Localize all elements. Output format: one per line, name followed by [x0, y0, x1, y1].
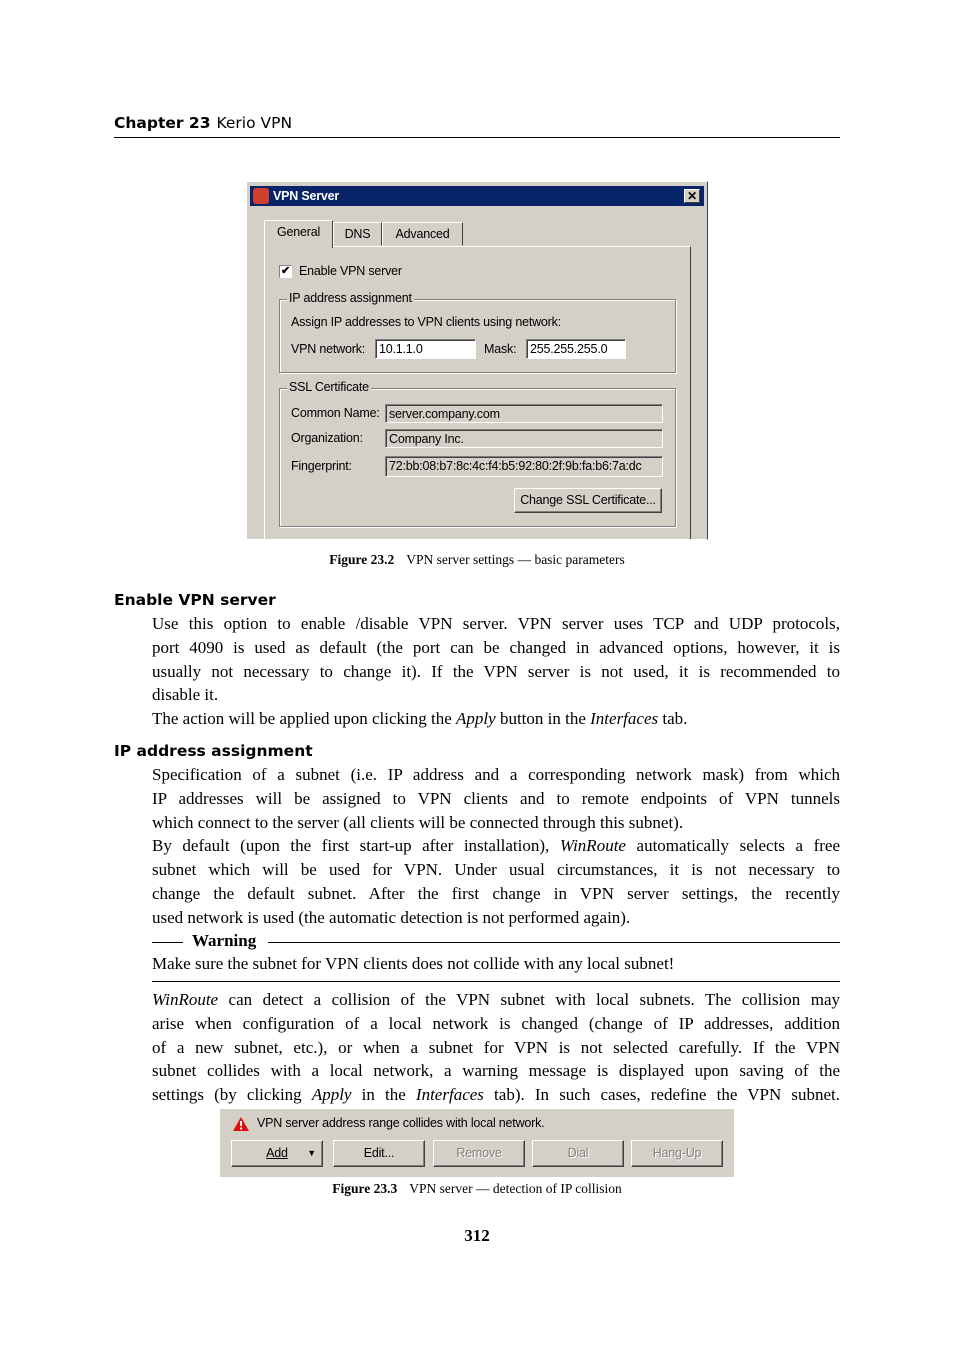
- text-line: [152, 1012, 840, 1036]
- emphasized-text: WinRoute: [559, 836, 626, 856]
- emphasized-text: Apply: [456, 709, 496, 729]
- collision-paragraph: [152, 988, 840, 1107]
- organization-field: Company Inc.: [385, 429, 663, 448]
- close-icon[interactable]: ✕: [684, 189, 700, 203]
- page-number: 312: [464, 1226, 490, 1245]
- vpn-network-label: VPN network:: [291, 342, 366, 356]
- figure-text: VPN server — detection of IP collision: [409, 1181, 622, 1196]
- common-name-field: server.company.com: [385, 404, 663, 423]
- text-line: [152, 787, 840, 811]
- text-line: [152, 683, 840, 707]
- text-run: IP addresses will be assigned to VPN clients and to remote endpoints of VPN tunnels: [152, 788, 840, 808]
- text-run: which connect to the server (all clients will be connected through this subnet).: [152, 812, 684, 832]
- text-run: change the default subnet. After the first change in VPN server settings, the recently: [152, 883, 840, 903]
- text-run: used network is used (the automatic detection is not performed again).: [152, 907, 631, 927]
- figure-23-2-caption: [0, 552, 954, 568]
- figure-text: VPN server settings — basic parameters: [406, 552, 625, 567]
- ip-assignment-group: [279, 291, 676, 373]
- text-run: arise when configuration of a local network is changed (change of IP addresses, addition: [152, 1013, 840, 1033]
- warning-title: Warning: [192, 931, 257, 950]
- text-run: By default (upon the first start-up after installation),: [152, 836, 560, 856]
- warning-rule-right: [268, 942, 840, 943]
- text-run: disable it.: [152, 685, 219, 705]
- fingerprint-label: Fingerprint:: [291, 459, 352, 473]
- ssl-group-legend: SSL Certificate: [289, 380, 369, 394]
- dialog-title: VPN Server: [273, 189, 340, 203]
- text-line: [152, 906, 840, 930]
- emphasized-text: WinRoute: [152, 990, 219, 1009]
- vpn-server-dialog: [246, 181, 708, 540]
- remove-button[interactable]: Remove: [433, 1140, 525, 1167]
- chapter-number: Chapter 23: [114, 114, 211, 132]
- text-line: [152, 612, 840, 636]
- emphasized-text: Interfaces: [590, 709, 659, 729]
- heading-ip-address-assignment: IP address assignment: [114, 742, 313, 760]
- text-line: [152, 763, 840, 787]
- heading-enable-vpn-server: Enable VPN server: [114, 591, 276, 609]
- text-line: [152, 636, 840, 660]
- hang-up-button[interactable]: Hang-Up: [631, 1140, 723, 1167]
- warning-rule-bottom: [152, 981, 840, 982]
- header-rule: [114, 137, 840, 138]
- text-line: [152, 1059, 840, 1083]
- running-header: [114, 114, 292, 132]
- organization-label: Organization:: [291, 431, 363, 445]
- chapter-title: Kerio VPN: [216, 114, 293, 132]
- dial-button[interactable]: Dial: [532, 1140, 624, 1167]
- text-run: Use this option to enable /disable VPN server. VPN server uses TCP and UDP protocols,: [152, 614, 840, 633]
- text-line: [152, 988, 840, 1012]
- text-run: subnet collides with a local network, a warning message is displayed upon saving of the: [152, 1061, 840, 1081]
- text-run: settings (by clicking: [152, 1085, 312, 1105]
- text-run: button in the: [495, 709, 591, 729]
- enable-vpn-paragraph: [152, 612, 840, 731]
- text-line: [152, 660, 840, 684]
- title-bar[interactable]: [250, 186, 704, 206]
- text-run: Specification of a subnet (i.e. IP address and a corresponding network mask) from which: [152, 765, 840, 784]
- text-line: [152, 1083, 840, 1107]
- text-run: tab.: [658, 709, 688, 729]
- collision-panel: [220, 1109, 734, 1177]
- text-run: can detect a collision of the VPN subnet with local subnets. The collision may: [218, 990, 840, 1009]
- text-line: [152, 707, 840, 731]
- tab-general[interactable]: General: [264, 220, 333, 248]
- add-button[interactable]: [231, 1140, 323, 1167]
- chevron-down-icon[interactable]: ▼: [307, 1148, 316, 1158]
- ip-group-legend: IP address assignment: [289, 291, 412, 305]
- tab-advanced[interactable]: Advanced: [382, 222, 463, 246]
- text-line: [152, 858, 840, 882]
- warning-text: Make sure the subnet for VPN clients does not collide with any local subnet!: [152, 954, 675, 973]
- emphasized-text: Interfaces: [415, 1085, 484, 1105]
- add-label: Add: [266, 1146, 288, 1160]
- text-run: of a new subnet, etc.), or when a subnet for VPN is not selected carefully. If the VPN: [152, 1037, 840, 1057]
- fingerprint-field: 72:bb:08:b7:8c:4c:f4:b5:92:80:2f:9b:fa:b6:7a:dc: [385, 456, 663, 477]
- figure-label: Figure 23.2: [329, 552, 395, 567]
- collision-message: VPN server address range collides with local network.: [257, 1116, 545, 1130]
- text-run: tab). In such cases, redefine the VPN subnet.: [483, 1085, 840, 1105]
- text-run: usually not necessary to change it). If the VPN server is not used, it is recommended to: [152, 661, 840, 681]
- text-run: subnet which will be used for VPN. Under usual circumstances, it is not necessary to: [152, 860, 840, 880]
- figure-23-3-caption: [0, 1181, 954, 1197]
- warning-icon: [233, 1117, 249, 1131]
- enable-vpn-label: Enable VPN server: [299, 264, 402, 278]
- emphasized-text: Apply: [311, 1085, 352, 1105]
- ip-assignment-paragraph: [152, 763, 840, 930]
- figure-label: Figure 23.3: [332, 1181, 398, 1196]
- text-run: The action will be applied upon clicking the: [152, 709, 457, 729]
- text-line: [152, 834, 840, 858]
- text-line: [152, 1036, 840, 1060]
- text-run: port 4090 is used as default (the port can be changed in advanced options, however, it is: [152, 637, 840, 657]
- vpn-network-input[interactable]: 10.1.1.0: [375, 339, 476, 359]
- text-run: in the: [351, 1085, 416, 1105]
- app-icon: [253, 188, 269, 204]
- text-line: [152, 882, 840, 906]
- mask-input[interactable]: 255.255.255.0: [526, 339, 626, 359]
- tab-dns[interactable]: DNS: [333, 222, 382, 246]
- common-name-label: Common Name:: [291, 406, 380, 420]
- edit-button[interactable]: Edit...: [333, 1140, 425, 1167]
- ip-description: Assign IP addresses to VPN clients using network:: [291, 315, 561, 329]
- warning-rule-left: [152, 942, 183, 943]
- text-run: automatically selects a free: [625, 836, 840, 856]
- change-ssl-certificate-button[interactable]: Change SSL Certificate...: [514, 488, 662, 513]
- text-line: [152, 811, 840, 835]
- enable-vpn-checkbox[interactable]: ✔: [280, 265, 291, 277]
- mask-label: Mask:: [484, 342, 517, 356]
